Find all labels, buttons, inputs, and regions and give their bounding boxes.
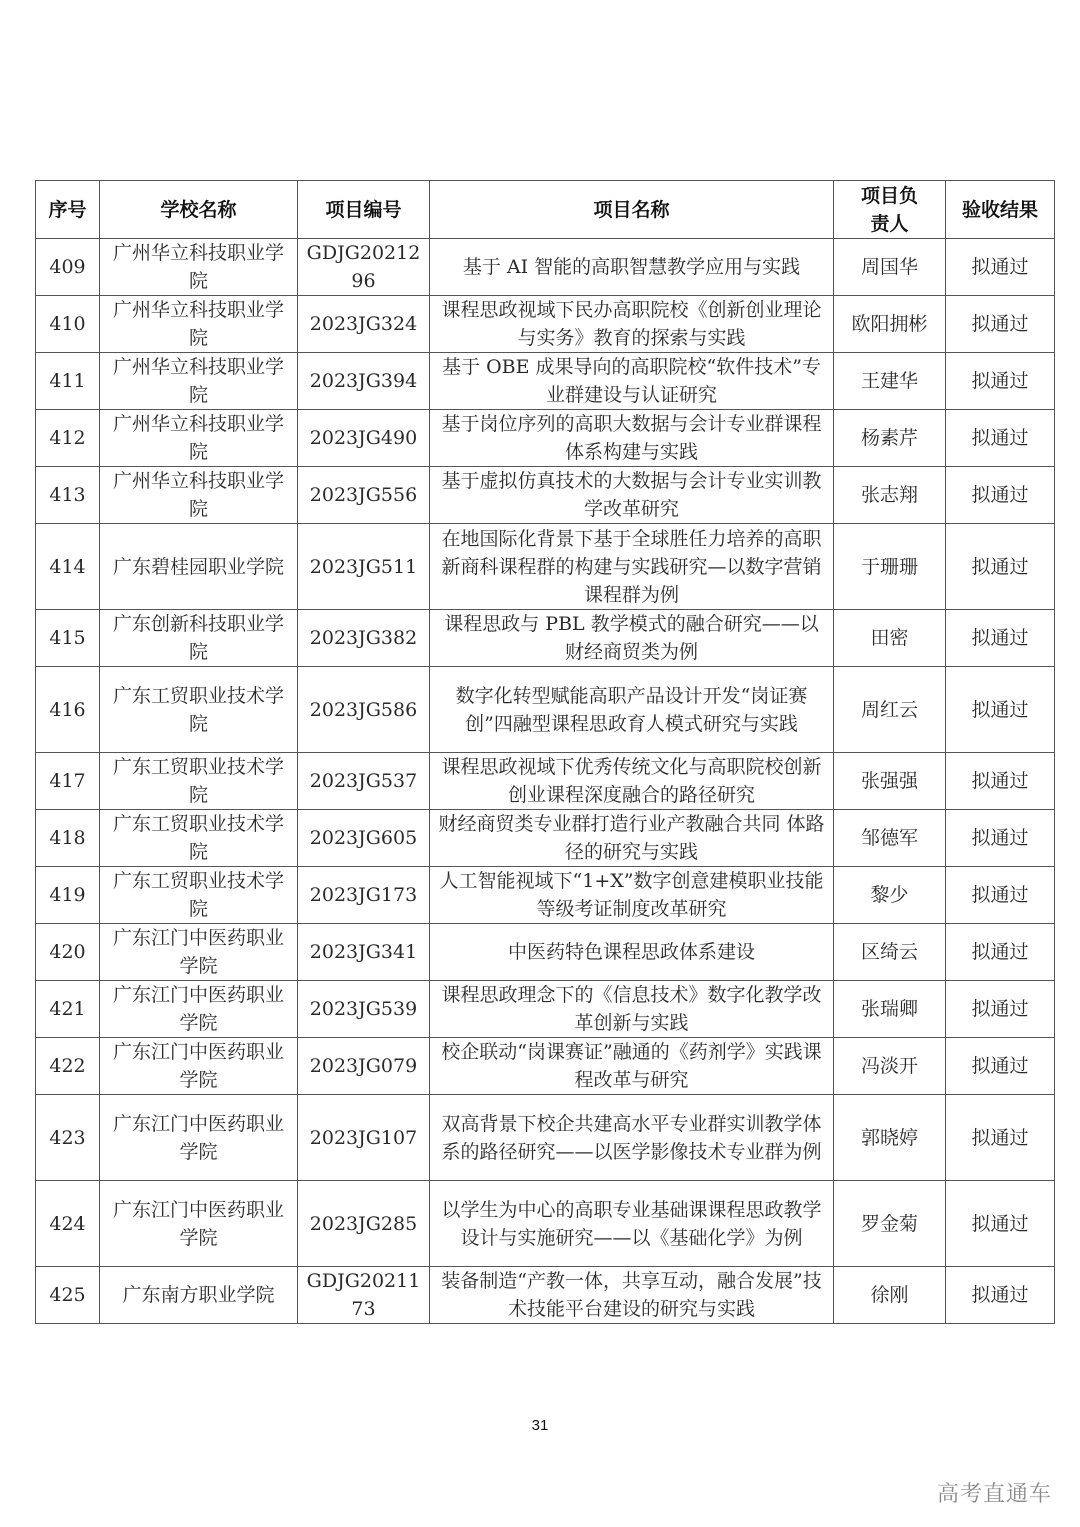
school-text: 广州华立科技职业学院 <box>112 299 284 349</box>
code-text: GDJG2021296 <box>306 242 421 292</box>
project-name-text: 数字化转型赋能高职产品设计开发“岗证赛创”四融型课程思政育人模式研究与实践 <box>455 684 808 735</box>
cell-school <box>100 467 298 524</box>
cell-code <box>298 1038 430 1095</box>
cell-code <box>298 1181 430 1267</box>
school-text: 广东工贸职业技术学院 <box>112 684 284 735</box>
cell-lead: 周红云 <box>834 667 946 753</box>
project-name-text: 课程思政视域下民办高职院校《创新创业理论与实务》教育的探索与实践 <box>441 299 822 349</box>
code-text: 2023JG285 <box>309 1212 418 1235</box>
header-no: 序号 <box>36 181 100 239</box>
table-row <box>36 1038 1055 1095</box>
code-text: 2023JG107 <box>309 1126 418 1149</box>
cell-project-name <box>430 1095 834 1181</box>
cell-project-name <box>430 1038 834 1095</box>
cell-lead: 张瑞卿 <box>834 981 946 1038</box>
cell-school <box>100 1267 298 1324</box>
cell-no: 414 <box>36 524 100 610</box>
cell-school <box>100 667 298 753</box>
code-text: 2023JG394 <box>309 370 418 392</box>
code-text: 2023JG341 <box>309 941 418 963</box>
cell-lead: 田密 <box>834 610 946 667</box>
header-project-name: 项目名称 <box>430 181 834 239</box>
cell-code <box>298 353 430 410</box>
school-text: 广东创新科技职业学院 <box>112 613 284 663</box>
table-row <box>36 353 1055 410</box>
cell-no: 417 <box>36 753 100 810</box>
cell-code <box>298 924 430 981</box>
cell-project-name <box>430 239 834 296</box>
cell-code <box>298 610 430 667</box>
cell-lead: 黎少 <box>834 867 946 924</box>
cell-result: 拟通过 <box>946 753 1055 810</box>
cell-result: 拟通过 <box>946 1095 1055 1181</box>
table-row <box>36 610 1055 667</box>
code-text: 2023JG511 <box>309 555 418 578</box>
cell-project-name <box>430 1181 834 1267</box>
code-text: 2023JG382 <box>309 627 418 649</box>
cell-school <box>100 1181 298 1267</box>
watermark-text: 高考直通车 <box>936 1482 1052 1507</box>
project-name-text: 基于岗位序列的高职大数据与会计专业群课程体系构建与实践 <box>441 413 822 463</box>
table-row <box>36 1095 1055 1181</box>
cell-code <box>298 1267 430 1324</box>
school-text: 广东南方职业学院 <box>122 1284 275 1306</box>
project-name-text: 装备制造“产教一体，共享互动，融合发展”技术技能平台建设的研究与实践 <box>441 1270 822 1320</box>
cell-lead: 冯淡开 <box>834 1038 946 1095</box>
cell-project-name <box>430 810 834 867</box>
cell-code <box>298 667 430 753</box>
table-row <box>36 753 1055 810</box>
table-row <box>36 667 1055 753</box>
cell-lead: 郭晓婷 <box>834 1095 946 1181</box>
code-text: 2023JG605 <box>309 827 418 849</box>
cell-result: 拟通过 <box>946 867 1055 924</box>
table-row <box>36 924 1055 981</box>
cell-school <box>100 410 298 467</box>
project-name-text: 在地国际化背景下基于全球胜任力培养的高职新商科课程群的构建与实践研究—以数字营销课程群为例 <box>441 527 822 606</box>
cell-lead: 张强强 <box>834 753 946 810</box>
cell-project-name <box>430 753 834 810</box>
cell-project-name <box>430 1267 834 1324</box>
cell-lead: 区绮云 <box>834 924 946 981</box>
table-row <box>36 467 1055 524</box>
cell-school <box>100 924 298 981</box>
table-row <box>36 1181 1055 1267</box>
cell-no: 425 <box>36 1267 100 1324</box>
cell-school <box>100 753 298 810</box>
school-text: 广州华立科技职业学院 <box>112 413 284 463</box>
cell-school <box>100 524 298 610</box>
project-name-text: 双高背景下校企共建高水平专业群实训教学体系的路径研究——以医学影像技术专业群为例 <box>441 1112 822 1163</box>
cell-lead: 张志翔 <box>834 467 946 524</box>
school-text: 广东工贸职业技术学院 <box>112 813 284 863</box>
cell-lead: 周国华 <box>834 239 946 296</box>
cell-school <box>100 810 298 867</box>
header-result: 验收结果 <box>946 181 1055 239</box>
cell-no: 416 <box>36 667 100 753</box>
cell-lead: 于珊珊 <box>834 524 946 610</box>
project-name-text: 基于 AI 智能的高职智慧教学应用与实践 <box>462 256 801 278</box>
cell-project-name <box>430 667 834 753</box>
code-text: 2023JG537 <box>309 770 418 792</box>
header-code: 项目编号 <box>298 181 430 239</box>
cell-result: 拟通过 <box>946 667 1055 753</box>
cell-result: 拟通过 <box>946 924 1055 981</box>
cell-no: 421 <box>36 981 100 1038</box>
table-row <box>36 524 1055 610</box>
cell-code <box>298 867 430 924</box>
project-name-text: 以学生为中心的高职专业基础课课程思政教学设计与实施研究——以《基础化学》为例 <box>441 1198 822 1249</box>
school-text: 广东江门中医药职业学院 <box>112 984 284 1034</box>
cell-school <box>100 296 298 353</box>
code-text: 2023JG539 <box>309 998 418 1020</box>
project-name-text: 课程思政理念下的《信息技术》数字化教学改革创新与实践 <box>441 984 822 1034</box>
cell-school <box>100 239 298 296</box>
cell-result: 拟通过 <box>946 1038 1055 1095</box>
cell-code <box>298 1095 430 1181</box>
project-name-text: 财经商贸类专业群打造行业产教融合共同 体路径的研究与实践 <box>438 813 825 863</box>
project-name-text: 基于 OBE 成果导向的高职院校“软件技术”专业群建设与认证研究 <box>442 356 821 406</box>
cell-project-name <box>430 610 834 667</box>
header-lead-label: 项目负责人 <box>860 184 918 235</box>
cell-code <box>298 810 430 867</box>
table-row <box>36 1267 1055 1324</box>
school-text: 广州华立科技职业学院 <box>112 470 284 520</box>
cell-lead: 徐刚 <box>834 1267 946 1324</box>
cell-project-name <box>430 981 834 1038</box>
cell-lead: 杨素芹 <box>834 410 946 467</box>
cell-school <box>100 1095 298 1181</box>
cell-no: 422 <box>36 1038 100 1095</box>
cell-result: 拟通过 <box>946 296 1055 353</box>
cell-lead: 欧阳拥彬 <box>834 296 946 353</box>
cell-result: 拟通过 <box>946 524 1055 610</box>
cell-result: 拟通过 <box>946 1181 1055 1267</box>
cell-no: 409 <box>36 239 100 296</box>
cell-project-name <box>430 524 834 610</box>
header-lead <box>834 181 946 239</box>
code-text: GDJG2021173 <box>306 1270 421 1320</box>
table-row <box>36 810 1055 867</box>
cell-school <box>100 610 298 667</box>
cell-project-name <box>430 353 834 410</box>
cell-lead: 王建华 <box>834 353 946 410</box>
project-name-text: 中医药特色课程思政体系建设 <box>507 941 755 963</box>
school-text: 广东江门中医药职业学院 <box>112 1112 284 1163</box>
project-name-text: 校企联动“岗课赛证”融通的《药剂学》实践课程改革与研究 <box>441 1041 822 1091</box>
cell-no: 411 <box>36 353 100 410</box>
school-text: 广州华立科技职业学院 <box>112 242 284 292</box>
page-number: 31 <box>531 1417 549 1434</box>
school-text: 广东工贸职业技术学院 <box>112 870 284 920</box>
table-row <box>36 296 1055 353</box>
table-body <box>36 239 1055 1324</box>
code-text: 2023JG490 <box>309 427 418 449</box>
cell-project-name <box>430 467 834 524</box>
cell-lead: 罗金菊 <box>834 1181 946 1267</box>
cell-project-name <box>430 867 834 924</box>
cell-school <box>100 867 298 924</box>
cell-code <box>298 296 430 353</box>
cell-no: 413 <box>36 467 100 524</box>
cell-code <box>298 753 430 810</box>
table-header-row <box>36 181 1055 239</box>
cell-result: 拟通过 <box>946 610 1055 667</box>
cell-school <box>100 981 298 1038</box>
code-text: 2023JG079 <box>309 1055 418 1077</box>
cell-project-name <box>430 410 834 467</box>
cell-no: 419 <box>36 867 100 924</box>
school-text: 广东工贸职业技术学院 <box>112 756 284 806</box>
cell-lead: 邹德军 <box>834 810 946 867</box>
table-row <box>36 239 1055 296</box>
table-row <box>36 867 1055 924</box>
project-name-text: 课程思政视域下优秀传统文化与高职院校创新创业课程深度融合的路径研究 <box>441 756 822 806</box>
code-text: 2023JG556 <box>309 484 418 506</box>
project-name-text: 人工智能视域下“1+X”数字创意建模职业技能等级考证制度改革研究 <box>439 870 824 920</box>
cell-no: 410 <box>36 296 100 353</box>
cell-code <box>298 410 430 467</box>
table-row <box>36 410 1055 467</box>
table-row <box>36 981 1055 1038</box>
cell-no: 424 <box>36 1181 100 1267</box>
cell-result: 拟通过 <box>946 239 1055 296</box>
header-school: 学校名称 <box>100 181 298 239</box>
cell-code <box>298 467 430 524</box>
cell-project-name <box>430 924 834 981</box>
school-text: 广东江门中医药职业学院 <box>112 1198 284 1249</box>
cell-school <box>100 1038 298 1095</box>
cell-result: 拟通过 <box>946 467 1055 524</box>
cell-code <box>298 981 430 1038</box>
school-text: 广州华立科技职业学院 <box>112 356 284 406</box>
cell-result: 拟通过 <box>946 353 1055 410</box>
cell-no: 412 <box>36 410 100 467</box>
cell-no: 415 <box>36 610 100 667</box>
code-text: 2023JG324 <box>309 313 418 335</box>
cell-no: 423 <box>36 1095 100 1181</box>
cell-project-name <box>430 296 834 353</box>
code-text: 2023JG173 <box>309 884 418 906</box>
cell-result: 拟通过 <box>946 1267 1055 1324</box>
school-text: 广东江门中医药职业学院 <box>112 927 284 977</box>
cell-no: 418 <box>36 810 100 867</box>
school-text: 广东江门中医药职业学院 <box>112 1041 284 1091</box>
cell-code <box>298 239 430 296</box>
school-text: 广东碧桂园职业学院 <box>112 555 284 578</box>
cell-result: 拟通过 <box>946 810 1055 867</box>
cell-result: 拟通过 <box>946 981 1055 1038</box>
project-name-text: 基于虚拟仿真技术的大数据与会计专业实训教学改革研究 <box>441 470 822 520</box>
cell-school <box>100 353 298 410</box>
acceptance-results-table <box>35 180 1055 1324</box>
cell-code <box>298 524 430 610</box>
cell-no: 420 <box>36 924 100 981</box>
code-text: 2023JG586 <box>309 698 418 721</box>
project-name-text: 课程思政与 PBL 教学模式的融合研究——以财经商贸类为例 <box>444 613 819 663</box>
cell-result: 拟通过 <box>946 410 1055 467</box>
